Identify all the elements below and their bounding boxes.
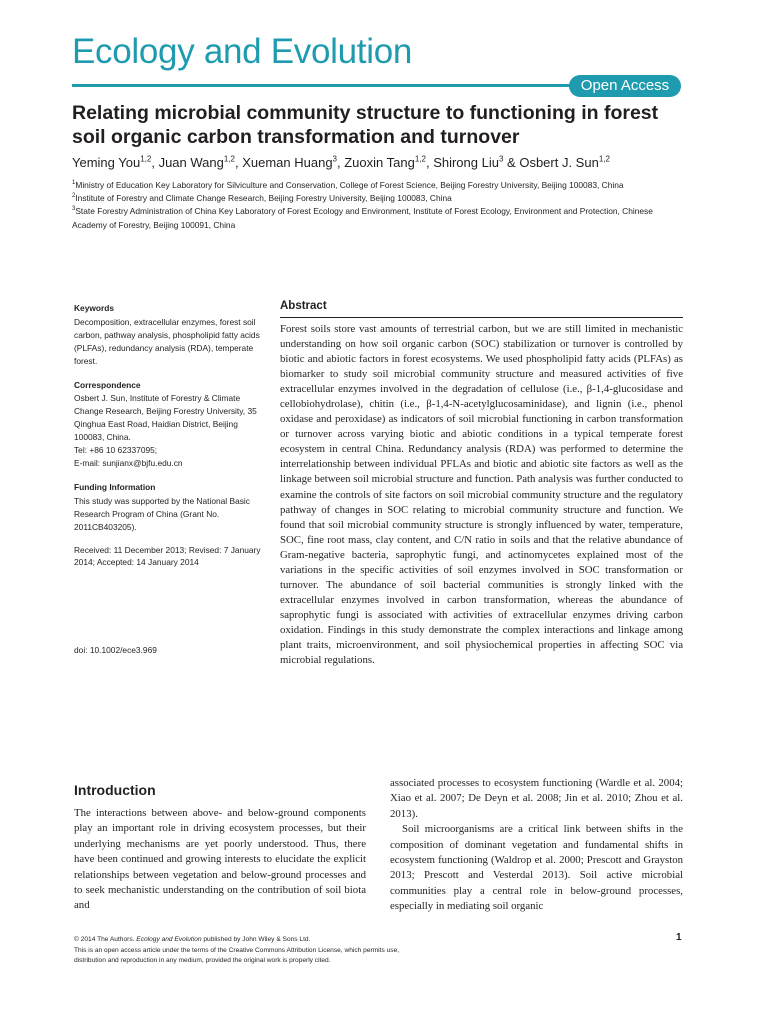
- author-affiliation-marker: 1,2: [598, 154, 610, 164]
- introduction-left-column: The interactions between above- and below-ground components play an important role in driving ecosystem processes, but their underlying mechanisms are yet poorly understood. Thus, there have been continued and growing interests to elucidate the explicit relationships between vegetation and below-ground processes and to seek mechanistic understanding on the contribution of soil biota and: [74, 807, 366, 912]
- correspondence-email[interactable]: E-mail: sunjianx@bjfu.edu.cn: [74, 457, 183, 468]
- abstract-text: Forest soils store vast amounts of terrestrial carbon, but we are still limited in mechanistic understanding on how soil organic carbon (SOC) stabilization or turnover is controlled by biotic and abiotic factors in forest ecosystems. We used phospholipid fatty acids (PLFAs) as biomarker to study soil microbial community structure and measured activities of five extracellular enzymes involved in the degradation of cellulose (i.e., β-1,4-glucosidase and cellobiohydrolase), chitin (i.e., β-1,4-N-acetylglucosaminidase), and lignin (i.e., phenol oxidase and peroxidase) as indicators of soil microbial functioning in carbon transformation or turnover across varying biotic and abiotic conditions in a typical temperate forest ecosystem in central China. Redundancy analysis (RDA) was performed to determine the interrelationship between individual PFLAs and biotic and abiotic site factors as well as the linkage between soil microbial structure and function. Path analysis was further conducted to examine the controls of site factors on soil microbial community structure and the regulatory pathway of changes in SOC relating to microbial community structure and function. We found that soil microbial community structure is strongly influenced by water, temperature, SOC, fine root mass, clay content, and C/N ratio in soils and that the relative abundance of Gram-negative bacteria, saprophytic fungi, and actinomycetes explained most of the variations in the specific activities of soil enzymes involved in SOC transformation or turnover. The abundance of soil bacterial communities is strongly linked with the extracellular enzymes involved in carbon transformation, whereas the abundance of saprophytic fungi is associated with activities of extracellular enzymes driving carbon oxidation. Findings in this study demonstrate the complex interactions and linkage among plant traits, microenvironment, and soil physiochemical properties in affecting SOC via microbial regulations.: [280, 323, 683, 667]
- author-affiliation-marker: 1,2: [414, 154, 426, 164]
- author-affiliation-marker: 1,2: [223, 154, 235, 164]
- funding-text: This study was supported by the National Basic Research Program of China (Grant No. 2011CB403205).: [74, 495, 250, 532]
- introduction-paragraph-1: associated processes to ecosystem functioning (Wardle et al. 2004; Xiao et al. 2007; De Deyn et al. 2008; Jin et al. 2010; Zhou et al. 2013).: [390, 777, 683, 820]
- abstract-rule: [280, 317, 683, 318]
- affiliation-1: $^1$Ministry of Education Key Laboratory for Silviculture and Conservation, College of Forest Science, Beijing Forestry University, Beijing 100083, China: [72, 180, 624, 190]
- doi-link[interactable]: doi: 10.1002/ece3.969: [74, 645, 157, 655]
- author-separator: ,: [234, 155, 243, 170]
- abstract-heading: Abstract: [280, 300, 327, 312]
- open-access-badge: Open Access: [569, 75, 681, 97]
- author-separator: ,: [151, 155, 159, 170]
- license-line-2: distribution and reproduction in any medium, provided the original work is properly cited.: [74, 957, 331, 964]
- author-name: Osbert J. Sun: [519, 155, 599, 170]
- correspondence-block: [74, 379, 264, 470]
- keywords-text: Decomposition, extracellular enzymes, forest soil carbon, pathway analysis, phospholipid fatty acids (PLFAs), redundancy analysis (RDA), temperate forest.: [74, 316, 260, 366]
- author-name: Zuoxin Tang: [344, 155, 415, 170]
- introduction-paragraph-2: Soil microorganisms are a critical link between shifts in the composition of dominant vegetation and fundamental shifts in ecosystem functioning (Waldrop et al. 2000; Prescott and Grayston 2013; Prescott and Vesterdal 2013). Soil active microbial communities play a central role in below-ground processes, especially in mediating soil organic: [390, 823, 683, 913]
- author-affiliation-marker: 1,2: [140, 154, 152, 164]
- author-affiliation-marker: 3: [498, 154, 504, 164]
- author-name: Shirong Liu: [433, 155, 499, 170]
- author-list: [72, 155, 692, 170]
- author-name: Yeming You: [72, 155, 141, 170]
- license-line-1: This is an open access article under the terms of the Creative Commons Attribution License, which permits use,: [74, 946, 400, 954]
- header-rule: [72, 84, 617, 87]
- received-dates: Received: 11 December 2013; Revised: 7 January 2014; Accepted: 14 January 2014: [74, 544, 261, 568]
- copyright-line: © 2014 The Authors. Ecology and Evolution published by John Wiley & Sons Ltd.: [74, 936, 311, 943]
- article-title: Relating microbial community structure to functioning in forest soil organic carbon transformation and turnover: [72, 102, 659, 148]
- keywords-block: [74, 302, 264, 368]
- page-number: 1: [676, 932, 682, 943]
- article-info-sidebar: [74, 302, 264, 580]
- correspondence-address: Osbert J. Sun, Institute of Forestry & Climate Change Research, Beijing Forestry University, 35 Qinghua East Road, Haidian District, Beijing 100083, China.: [74, 393, 257, 443]
- introduction-right-column: [390, 776, 683, 915]
- introduction-heading: Introduction: [74, 782, 156, 798]
- author-name: Xueman Huang: [242, 155, 333, 170]
- journal-title: Ecology and Evolution: [72, 32, 413, 71]
- correspondence-phone: Tel: +86 10 62337095;: [74, 445, 158, 456]
- keywords-heading: Keywords: [74, 303, 115, 313]
- author-separator: &: [503, 155, 520, 170]
- author-name: Juan Wang: [158, 155, 224, 170]
- author-separator: ,: [425, 155, 434, 170]
- funding-heading: Funding Information: [74, 481, 156, 492]
- author-separator: ,: [337, 155, 345, 170]
- affiliations: [72, 179, 672, 232]
- funding-block: [74, 481, 264, 569]
- license-footer: [74, 935, 574, 967]
- affiliation-2: $^2$Institute of Forestry and Climate Change Research, Beijing Forestry University, Beijing 100083, China: [72, 193, 452, 204]
- author-affiliation-marker: 3: [332, 154, 337, 164]
- affiliation-3: $^3$State Forestry Administration of China Key Laboratory of Forest Ecology and Environment, Institute of Forest Ecology, Environment and Protection, Chinese Academy of Forestry, Beijing 100091, China: [72, 206, 653, 230]
- correspondence-heading: Correspondence: [74, 379, 141, 390]
